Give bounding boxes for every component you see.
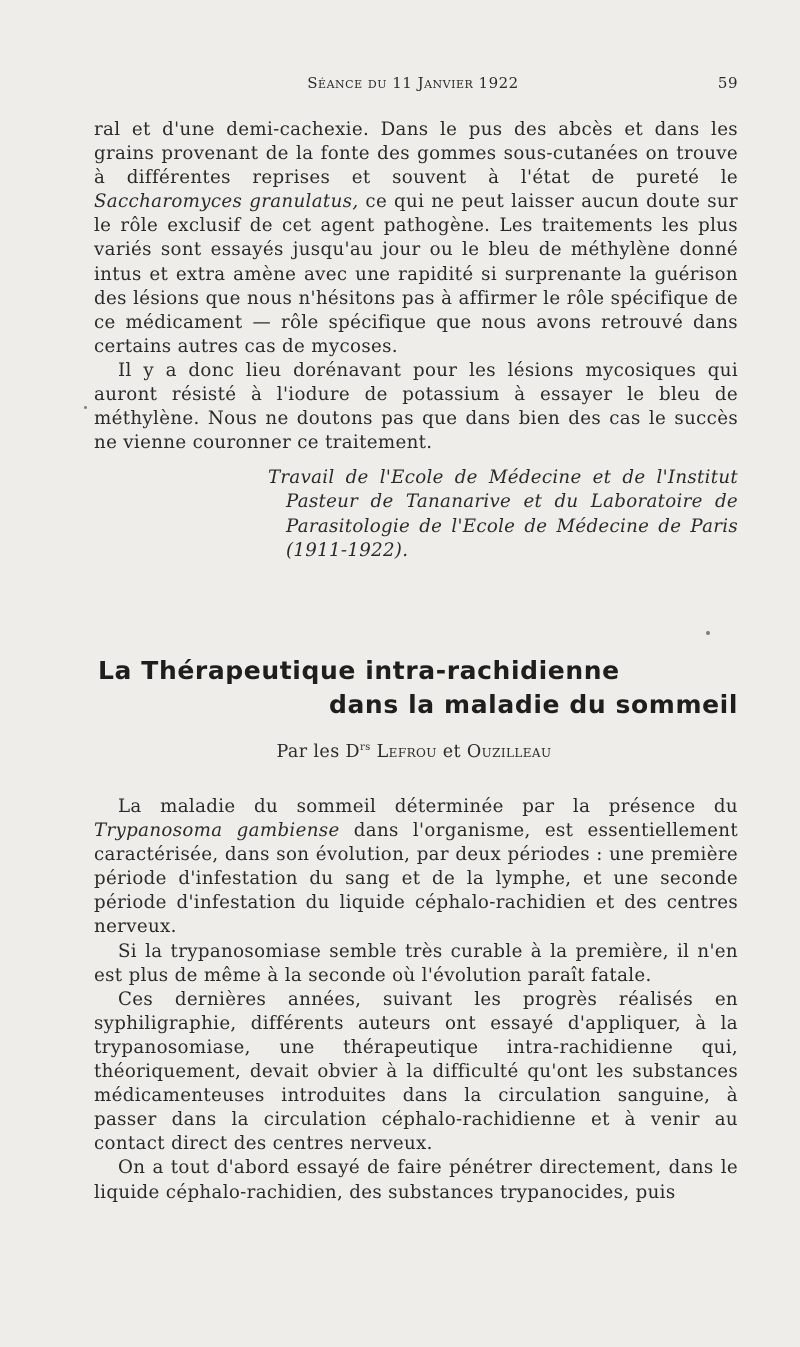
author-name: Lefrou — [376, 742, 437, 762]
attribution-line: Travail de l'Ecole de Médecine et de l'Institut — [268, 467, 738, 488]
attribution-line: (1911-1922). — [286, 540, 409, 562]
article-title-line-2: dans la maladie du sommeil — [328, 690, 738, 719]
article-body — [94, 795, 738, 1205]
attribution-line: Pasteur de Tananarive et du Laboratoire de — [286, 491, 738, 513]
paragraph — [94, 795, 738, 940]
paragraph: Il y a donc lieu dorénavant pour les lésions mycosiques qui auront résisté à l'iodure de potassium à essayer le bleu de méthylène. Nous ne doutons pas que dans bien des cas le succès ne vienne couronner ce traitement. — [94, 359, 738, 454]
attribution-line: Parasitologie de l'Ecole de Médecine de Paris — [286, 515, 738, 537]
paragraph-text: La maladie du sommeil déterminée par la présence du — [118, 796, 738, 817]
paragraph-text: ral et d'une demi-cachexie. Dans le pus des abcès et dans les grains provenant de la fonte des gommes sous-cutanées on trouve à différentes reprises et souvent à l'état de pureté le — [94, 119, 738, 189]
author-name: Ouzilleau — [466, 742, 552, 762]
page-number: 59 — [717, 74, 738, 92]
ink-speck — [706, 631, 710, 635]
paragraph: Ces dernières années, suivant les progrès réalisés en syphiligraphie, différents auteurs ont essayé d'appliquer, à la trypanosomiase, une thérapeutique intra-rachidienne qui, théoriquement, devait obvier à la difficulté qu'ont les substances médicamenteuses introduites dans la circulation sanguine, à passer dans la circulation céphalo-rachidienne et à venir au contact direct des centres nerveux. — [94, 988, 738, 1155]
byline-conjunction: et — [442, 742, 461, 762]
italic-species-name: Saccharomyces granulatus, — [94, 191, 359, 213]
paragraph-text: ce qui ne peut laisser aucun doute sur le rôle exclusif de cet agent pathogène. Les traitements les plus variés sont essayés jusqu'au jour ou le bleu de méthylène donné intus et extra amène avec une rapidité si surprenante la guérison des lésions que nous n'hésitons pas à affirmer le rôle spécifique de ce médicament — rôle spécifique que nous avons retrouvé dans certains autres cas de mycoses. — [94, 191, 738, 357]
paragraph-text: dans l'organisme, est essentiellement caractérisée, dans son évolution, par deux périodes : une première période d'infestation du sang et de la lymphe, et une seconde période d'infestation du liquide céphalo-rachidien et des centres nerveux. — [94, 820, 738, 938]
continued-article-text — [94, 118, 738, 455]
institutional-attribution — [268, 466, 738, 564]
paragraph: On a tout d'abord essayé de faire pénétrer directement, dans le liquide céphalo-rachidien, des substances trypanocides, puis — [94, 1157, 738, 1203]
paragraph: Si la trypanosomiase semble très curable à la première, il n'en est plus de même à la seconde où l'évolution paraît fatale. — [94, 940, 738, 986]
ink-speck — [84, 406, 87, 409]
byline-prefix: Par les D — [276, 742, 360, 762]
byline-superscript: rs — [359, 742, 371, 754]
running-head-title: Séance du 11 Janvier 1922 — [307, 74, 519, 92]
article-title-line-1: La Thérapeutique intra-rachidienne — [98, 656, 620, 685]
paragraph — [94, 118, 738, 359]
author-byline — [0, 742, 800, 762]
italic-species-name: Trypanosoma gambiense — [94, 820, 340, 842]
